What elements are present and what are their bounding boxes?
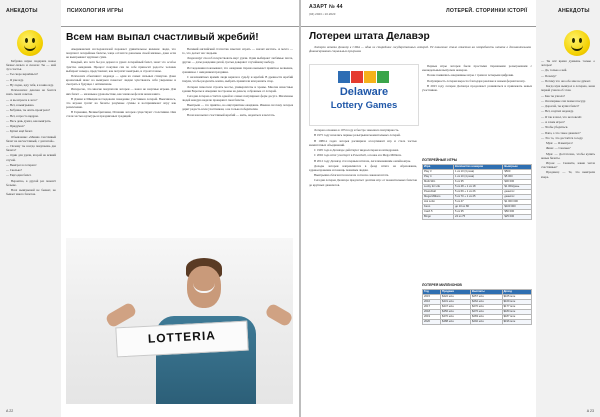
table-cell: $257 млн [471, 294, 503, 299]
paragraph: В Дании и Швеции исследовали поведение участников лотерей. Выяснилось, что игроки тратят на билеты разумные суммы и воспринимают игру как развлечение. [66, 96, 176, 109]
table-cell: Play 4 [423, 174, 454, 179]
article-column-1 [66, 47, 176, 240]
table-cell: 1 из 10 (4 раза) [453, 174, 502, 179]
header-rule [61, 26, 299, 27]
table-cell: 5 из 48 + 1 из 18 [453, 184, 502, 189]
table-cell: 2017 [423, 304, 441, 309]
paragraph: Когда муж выиграл в лотерею, жена первой узнала об этом. [541, 84, 595, 93]
paragraph: — Дорогой, ты купил билет? [541, 104, 580, 109]
table-cell: $50 000 [503, 209, 532, 214]
paragraph: Сегодня лотерея остаётся одной из самых популярных форм досуга. Миллионы людей каждую неделю проверяют свои билеты. [182, 93, 293, 102]
table-cell: 5 из 69 + 1 из 26 [453, 189, 502, 194]
table-cell: 5 из 35 [453, 209, 502, 214]
table-cell: $262 млн [471, 299, 503, 304]
paragraph: С незапамятных времён люди верили в судьбу и жребий. В древности жребий тянули, чтобы разделить землю, выбрать правителя или решить спор. [182, 75, 293, 84]
article-column-2 [182, 47, 293, 240]
smiley-icon [17, 30, 43, 56]
paragraph: Американских исследователей поражает удивительное явление: люди, что покупают лотерейные билеты, чаще остаются довольны своей жизнью, даже если не выигрывают крупных сумм. [66, 47, 176, 60]
paragraph: Жена: — Сколько? [546, 146, 571, 151]
table-cell: $187 млн [502, 314, 531, 319]
table-row [423, 319, 532, 324]
paragraph: — Нет, я выигрываю. [6, 102, 35, 107]
paragraph: — Потому что она обо мне не думает. [541, 78, 591, 83]
paragraph: — Почему ты всегда покупаешь два билета? [6, 144, 56, 153]
paragraph: — Он впервые сам помыл посуду. [541, 98, 586, 103]
table-cell: $500 [503, 169, 532, 174]
paragraph: — Ты всё время думаешь только о лотерее! [541, 59, 595, 68]
table-cell: Bingo [423, 214, 454, 219]
millions-table [422, 289, 532, 325]
logo-text-delaware: Delaware [339, 86, 389, 98]
paragraph: — А вы играете в лото? [6, 97, 38, 102]
table-cell: $165 млн [502, 294, 531, 299]
paragraph: — Чтобы убедиться. [541, 125, 569, 130]
delaware-lottery-logo [309, 64, 419, 126]
paragraph: — Весь день думал, как выиграть. [6, 118, 52, 123]
table-cell: $100 000 [503, 204, 532, 209]
table-cell: $196 млн [502, 319, 531, 324]
table-cell: $270 млн [471, 304, 503, 309]
right-sidebar-jokes [541, 59, 595, 409]
paragraph: Всем нам выпал счастливый жребий — жить, надеяться и мечтать. [187, 112, 276, 117]
table-cell: $25 000 [503, 214, 532, 219]
table-cell: $1 000 000 [503, 199, 532, 204]
table-cell: джекпот [503, 189, 532, 194]
table-cell: 5 из 47 [453, 199, 502, 204]
paragraph: Всех выигрышей не бывает, но бывает много билетов. [6, 188, 56, 197]
table-header-cell: Выигрыш [503, 165, 532, 170]
left-main-band [61, 0, 299, 27]
paragraph: — Выиграл в лотерею! [6, 162, 37, 167]
paragraph: Каждый, кто хотя бы раз держал в руках лотерейный билет, знает это особое чувство ожидания. Процесс покупки сам по себе приносит радость: человек выбирает номера, представляет, как потратит выигрыш, и строит планы. [66, 60, 176, 73]
lottery-photo [66, 238, 293, 404]
paragraph: Интересно, что многие покупатели лотереи — вовсе не азартные игроки. Для них билет — маленькое удовольствие, как чашка кофе или новая книга. [66, 87, 176, 96]
table-header-cell: Доход [502, 290, 531, 295]
table-cell: джекпот [503, 194, 532, 199]
left-sidebar-band [0, 0, 61, 27]
paragraph: Игрок: — Скажите, какие числа счастливые? [541, 161, 595, 170]
paragraph: Доходы лотереи направляются в фонд штата на образование, здравоохранение и помощь пожилым людям. [309, 163, 417, 172]
table-cell: $177 млн [502, 304, 531, 309]
table-cell: $180 млн [502, 309, 531, 314]
paragraph: — Сколько? [6, 168, 23, 173]
paragraph: С 2002 года штат участвует в Powerball, а позже и в Mega Millions. [314, 153, 402, 158]
table-header-cell: Год [423, 290, 441, 295]
paragraph: — Один для удачи, второй на всякий случай. [6, 153, 56, 162]
paragraph: С 1995 года в Делавэре действуют видеолотереи на ипподромах. [314, 147, 400, 152]
paragraph: — Придумал? [6, 124, 25, 129]
table-cell: до 10 из 80 [453, 204, 502, 209]
paragraph: — Ещё один билет. [6, 173, 32, 178]
table-cell: 2018 [423, 309, 441, 314]
table-cell: $488 млн [441, 319, 471, 324]
paragraph: Продавец: — Те, что выиграли вчера. [541, 170, 595, 179]
paragraph: — Бабушка, ты опять проиграла? [6, 108, 51, 113]
table-cell: $431 млн [441, 299, 471, 304]
paragraph: Муж: — Я выиграл! [546, 141, 573, 146]
paragraph: Вероятно, в другой раз повезёт больше. [6, 178, 56, 187]
table-cell: $169 млн [502, 299, 531, 304]
table-cell: 2015 [423, 294, 441, 299]
paragraph: Сегодня лотерея Делавэра предлагает десятки игр: от моментальных билетов до крупных джекпотов. [309, 178, 417, 187]
left-page-number: A 22 [6, 409, 14, 413]
paragraph: Исследования показывают, что ожидание тиража вызывает приятное волнение, сравнимое с ожиданием праздника. [182, 65, 293, 74]
right-page-number: A 23 [586, 409, 594, 413]
table-cell: $5 000 [503, 174, 532, 179]
games-table [422, 164, 532, 220]
ticket-text: LOTTERIA [147, 328, 217, 346]
paragraph: — Как ты узнала? [541, 93, 565, 98]
table-cell: 24 из 75 [453, 214, 502, 219]
delaware-column-2 [422, 64, 532, 154]
table-cell: 5 из 70 + 1 из 25 [453, 194, 502, 199]
history-section-label: ЛОТЕРЕЙ. СТОРИНКИ ІСТОРІЇ [446, 8, 528, 14]
paragraph: Бабушка внуке подарила новое бизнес-пальто и сказала: Ты — мой луч счастья. [6, 59, 56, 72]
table-cell: $1 000/день [503, 184, 532, 189]
paragraph: Выигрыш — это приятно, но ещё приятнее ожидание. Именно поэтому лотерея дарит радость всем участникам, а не только победителям. [182, 103, 293, 112]
table-cell: $292 млн [471, 319, 503, 324]
paragraph: — Нет, я просто щедрая. [6, 113, 39, 118]
paragraph: — Нет, я купил надежду. [541, 109, 574, 114]
table-cell: $276 млн [471, 309, 503, 314]
delaware-column-1 [309, 128, 417, 404]
paragraph: Великий английский статистик заметил: играть — значит мечтать. А мечта — то, что делает нас людьми. [182, 47, 293, 56]
table-header-cell: Игра [423, 165, 454, 170]
games-table-title: ЛОТЕРЕЙНЫЕ ИГРЫ [422, 158, 458, 162]
paragraph: — Я так и знал, что не повезёт. [541, 114, 583, 119]
intro-paragraph: Лотерея штата Делавэр в США — одна из старейших государственных лотерей. Её появление стало ответом на потребность штата в дополнительном финансировании социальных программ. [309, 45, 531, 54]
table-header-cell: Продажи [441, 290, 471, 295]
paragraph: — Это то, что достаётся соседу. [541, 135, 584, 140]
table-header-cell: Выплаты [471, 290, 503, 295]
table-cell: Cash 5 [423, 209, 454, 214]
left-sidebar-jokes [6, 59, 56, 409]
table-header-cell: Количество номеров [453, 165, 502, 170]
paragraph: Лотереи помогали строить мосты, университеты и храмы. Многие известные здания Европы и Америки построены на деньги, собранные от лотерей. [182, 84, 293, 93]
paragraph: Психология: девочка не боится знать своих советов. [6, 88, 56, 97]
paragraph: Позже появились ежедневные игры с тремя и четырьмя цифрами. [427, 73, 514, 78]
right-header-rule [301, 26, 536, 27]
right-page [301, 0, 600, 417]
article-headline: Всем нам выпал счастливый жребий! [66, 32, 259, 43]
table-cell: Powerball [423, 189, 454, 194]
table-cell: $422 млн [441, 294, 471, 299]
paragraph: — Ну ладно, жду тебя, я в кино иду. [6, 83, 54, 88]
table-cell: Multi-Win [423, 179, 454, 184]
table-cell: $456 млн [441, 309, 471, 314]
paragraph: — Ты скоро вернёшься? [6, 72, 38, 77]
paragraph: — А зачем играл? [541, 120, 565, 124]
table-cell: 6 из 35 [453, 179, 502, 184]
issue-date: (04) 2023 • 10.2023 [309, 12, 336, 16]
paragraph: В 2012 году Делавэр стал первым штатом, легализовавшим онлайн-игры. [314, 158, 411, 163]
table-cell: Play 3 [423, 169, 454, 174]
paragraph: Психологи объясняют: надежда — один из самых сильных стимулов. Даже крошечный шанс на выигрыш помогает людям чувствовать себя увереннее и смотреть в будущее с оптимизмом. [66, 73, 176, 87]
table-cell: Keno [423, 204, 454, 209]
table-cell: Lucky for Life [423, 184, 454, 189]
millions-table-title: ЛОТЕРЕЯ МИЛЛИОНОВ [422, 283, 462, 287]
paragraph: Люди ищут способ почувствовать вкус удачи. Одни выбирают любимые числа, другие — даты рождения детей, третьи доверяют случайному выбору. [182, 56, 293, 65]
paragraph: Лотерея основана в 1974 году и быстро завоевала популярность. [314, 128, 400, 132]
smiley-icon-right [564, 30, 590, 56]
table-cell: 2016 [423, 299, 441, 304]
paragraph: В Германии, Великобритании, Испании лотереи существуют столетиями. Они стали частью культуры и праздничных традиций. [66, 110, 176, 119]
right-section-label: АНЕКДОТЫ [558, 8, 590, 14]
table-cell: 2020 [423, 319, 441, 324]
paragraph: В 2023 году лотерея Делавэра продолжает развиваться и привлекать новых участников. [422, 83, 532, 93]
paragraph: — Папа, а что такое джекпот? [541, 130, 581, 135]
paragraph: — Да, только о ней. [541, 68, 568, 73]
table-cell: 1 из 10 (3 раза) [453, 169, 502, 174]
table-cell: $30 000 [503, 179, 532, 184]
paragraph: — Почему? [541, 73, 557, 78]
paragraph: Первые игры лотереи были простыми тиражными розыгрышами с еженедельным выпуском номеров. [422, 64, 532, 73]
table-cell: $283 млн [471, 314, 503, 319]
table-cell: 2019 [423, 314, 441, 319]
paragraph: Популярность лотереи выросла благодаря рекламе и новым форматам игр. [427, 78, 526, 83]
left-section-label: АНЕКДОТЫ [6, 8, 38, 14]
psychology-section-label: ПСИХОЛОГИЯ ИГРЫ [67, 8, 124, 14]
issue-label: АЗАРТ № 44 [309, 4, 343, 10]
delaware-headline: Лотереи штата Делавэр [309, 31, 430, 42]
paragraph: Выигрыши облагаются налогом согласно законам штата. [314, 173, 390, 178]
paragraph: — Я уже иду. [6, 77, 24, 82]
table-row [423, 214, 532, 219]
paragraph: Объявление: «Меняю счастливый билет на несчастливый, с доплатой». [6, 134, 56, 143]
right-sidebar-band [536, 0, 600, 27]
right-main-band [301, 0, 536, 27]
paragraph: — Купил ещё билет. [6, 129, 33, 134]
table-cell: $470 млн [441, 314, 471, 319]
paragraph: В 1975 году начались первые розыгрыши моментальных лотерей. [314, 133, 401, 138]
left-page [0, 0, 299, 417]
table-cell: Hot Lotto [423, 199, 454, 204]
table-cell: $447 млн [441, 304, 471, 309]
paragraph: В 1980-х годах лотерея расширила ассортимент игр и стала частью межштатных объединений. [309, 138, 417, 147]
logo-text-lottery-games: Lottery Games [330, 100, 398, 111]
table-cell: Mega Millions [423, 194, 454, 199]
paragraph: Муж: — Достаточно, чтобы купить новые билеты. [541, 151, 595, 160]
